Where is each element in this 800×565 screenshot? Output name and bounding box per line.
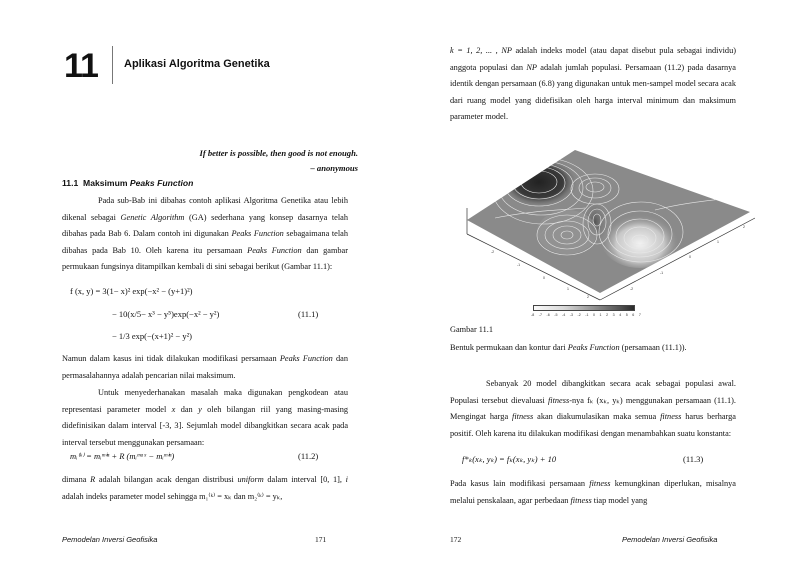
footer-page-number-right: 172	[450, 535, 462, 544]
colorbar-tick: -8	[531, 313, 535, 317]
colorbar-tick: 6	[632, 313, 635, 317]
emphasis: Peaks Function	[247, 245, 302, 255]
colorbar-tick: -3	[569, 313, 573, 317]
svg-text:0: 0	[543, 276, 545, 280]
figure-caption-label: Gambar 11.1	[450, 325, 494, 334]
svg-text:1: 1	[567, 287, 569, 291]
text: -nya fₖ (xₖ, yₖ) menggunakan persamaan (11.1). Mengingat harga	[450, 395, 736, 422]
equation-11-1-line1: f (x, y) = 3(1− x)² exp(−x² − (y+1)²)	[70, 286, 193, 296]
figure-caption	[450, 340, 687, 357]
chapter-number: 11	[64, 47, 98, 85]
text: harus berharga positif. Oleh karena itu dilakukan modifikasi dengan menambahkan suatu konstanta:	[450, 412, 736, 438]
text: dan gambar permukaan fungsinya ditampilkan kembali di sini sebagai berikut (Gambar 11.1):	[62, 245, 348, 272]
text: dan permasalahannya adalah pencarian nilai maksimum.	[62, 354, 348, 380]
colorbar-tick: 5	[625, 313, 628, 317]
emphasis: i	[345, 475, 348, 484]
epigraph	[199, 146, 358, 175]
text: Pada sub-Bab ini dibahas contoh aplikasi Algoritma Genetika atau lebih dikenal sebagai	[62, 196, 348, 222]
paragraph-scaling	[450, 476, 736, 509]
text: Untuk menyederhanakan masalah maka digunakan pengkodean atau representasi parameter model	[62, 388, 348, 414]
svg-text:-1: -1	[517, 263, 521, 267]
text: adalah indeks model (atau dapat disebut pula sebagai individu) anggota populasi dan	[450, 46, 736, 72]
emphasis: NP	[501, 46, 512, 55]
colorbar-tick: 1	[599, 313, 602, 317]
footer-page-number: 171	[315, 535, 327, 544]
emphasis: R	[90, 475, 96, 484]
equation-11-1-line3: − 1/3 exp(−(x+1)² − y²)	[112, 331, 192, 341]
text: dalam interval [0, 1],	[263, 475, 346, 484]
text: Namun dalam kasus ini tidak dilakukan modifikasi persamaan	[62, 354, 280, 363]
trough-min	[600, 208, 680, 268]
equation-11-2-number: (11.2)	[298, 451, 319, 461]
section-number: 11.1	[62, 178, 79, 188]
text: adalah bilangan acak dengan distribusi	[95, 475, 238, 484]
chapter-title: Aplikasi Algoritma Genetika	[124, 58, 270, 70]
paragraph-representation	[62, 385, 348, 451]
paragraph-note	[62, 351, 348, 384]
section-title-plain: Maksimum	[83, 178, 128, 188]
equation-11-1-line2: − 10(x/5− x³ − y⁵)exp(−x² − y²)	[112, 309, 220, 319]
text: (GA) sederhana yang konsep dasarnya telah dibahas pada Bab 6. Dalam contoh ini digunakan	[62, 212, 348, 239]
colorbar-tick: -6	[546, 313, 550, 317]
colorbar-tick: -5	[554, 313, 558, 317]
equation-11-1-number: (11.1)	[298, 309, 319, 319]
emphasis: x	[171, 404, 176, 414]
trough-local	[537, 210, 597, 254]
text: adalah indeks parameter model sehingga m₁⁽ᵏ⁾ = xₖ dan m₂⁽ᵏ⁾ = yₖ,	[62, 491, 283, 501]
emphasis: fitness	[589, 479, 611, 488]
colorbar-tick: 3	[612, 313, 615, 317]
figure-peaks-surface	[455, 150, 755, 325]
emphasis: Genetic Algorithm	[120, 212, 185, 222]
peak-max	[499, 156, 579, 208]
equation-11-3-number: (11.3)	[683, 454, 704, 464]
section-title-italic: Peaks Function	[129, 178, 194, 188]
text: dimana	[62, 475, 91, 484]
emphasis: fitness	[512, 412, 534, 422]
text: dan	[175, 404, 199, 414]
emphasis: Peaks Function	[231, 229, 284, 239]
paragraph-definition	[62, 472, 348, 505]
epigraph-quote: If better is possible, then good is not enough.	[199, 148, 358, 158]
text: Pada kasus lain modifikasi persamaan	[450, 479, 590, 488]
colorbar-tick: 7	[638, 313, 641, 317]
colorbar-ticks	[531, 313, 641, 317]
equation-11-2: mᵢ⁽ᵏ⁾ = mᵢᵐⁱⁿ + R (mᵢᵐᵃˣ − mᵢᵐⁱⁿ)	[70, 451, 175, 461]
epigraph-author: – anonymous	[310, 162, 358, 173]
paragraph-intro	[62, 193, 348, 276]
emphasis: NP	[526, 62, 537, 72]
text: Sebanyak 20 model dibangkitkan secara acak sebagai populasi awal. Populasi tersebut dievaluasi	[450, 379, 736, 405]
emphasis: fitness	[570, 495, 592, 505]
emphasis: y	[198, 404, 202, 414]
emphasis: fitness	[660, 412, 682, 422]
emphasis: uniform	[237, 475, 264, 484]
paragraph-population	[450, 376, 736, 442]
svg-text:-2: -2	[630, 287, 634, 291]
emphasis: Peaks Function	[279, 354, 333, 363]
svg-text:-1: -1	[660, 271, 664, 275]
svg-text:1: 1	[717, 240, 719, 244]
emphasis: Peaks Function	[567, 343, 620, 352]
text: Bentuk permukaan dan kontur dari	[450, 343, 568, 352]
colorbar-tick: -1	[585, 313, 589, 317]
peaks-surface-plot	[455, 150, 755, 325]
colorbar-tick: -2	[577, 313, 581, 317]
text: (persamaan (11.1)).	[619, 343, 687, 352]
svg-text:0: 0	[689, 255, 691, 259]
text: oleh bilangan riil yang masing-masing didefinisikan dalam interval [-3, 3]. Sejumlah model dibangkitkan secara acak pada interval tersebut menggunakan persamaan:	[62, 404, 348, 447]
colorbar-tick: 4	[619, 313, 622, 317]
text: kemungkinan diperlukan, misalnya melalui penskalaan, agar perbedaan	[450, 479, 736, 505]
paragraph-continuation	[450, 43, 736, 126]
text: adalah jumlah populasi. Persamaan (11.2) pada dasarnya identik dengan persamaan (6.8) yang digunakan untuk men-sampel model secara acak dari ruang model yang didefisikan oleh harga interval minimum dan maksimum parameter model.	[450, 62, 736, 122]
footer-book-title-right: Pemodelan Inversi Geofisika	[622, 535, 718, 544]
svg-text:2: 2	[587, 295, 589, 299]
colorbar-tick: -7	[538, 313, 542, 317]
svg-text:-2: -2	[491, 250, 495, 254]
text: sebagaimana telah dibahas pada Bab 10. Oleh karena itu persamaan	[62, 229, 348, 255]
emphasis: k = 1, 2, ... ,	[450, 46, 502, 55]
equation-11-3: f*ₖ(xₖ, yₖ) = fₖ(xₖ, yₖ) + 10	[462, 454, 557, 464]
colorbar-tick: 2	[606, 313, 609, 317]
section-heading	[62, 178, 193, 188]
emphasis: fitness	[547, 395, 570, 405]
text: tiap model yang	[591, 495, 648, 505]
text: akan diakumulasikan maka semua	[533, 412, 661, 422]
chapter-divider	[112, 46, 113, 84]
footer-book-title: Pemodelan Inversi Geofisika	[62, 535, 158, 544]
svg-text:2: 2	[743, 225, 745, 229]
colorbar-tick: -4	[562, 313, 566, 317]
colorbar-tick: 0	[593, 313, 595, 317]
colorbar	[533, 305, 635, 311]
